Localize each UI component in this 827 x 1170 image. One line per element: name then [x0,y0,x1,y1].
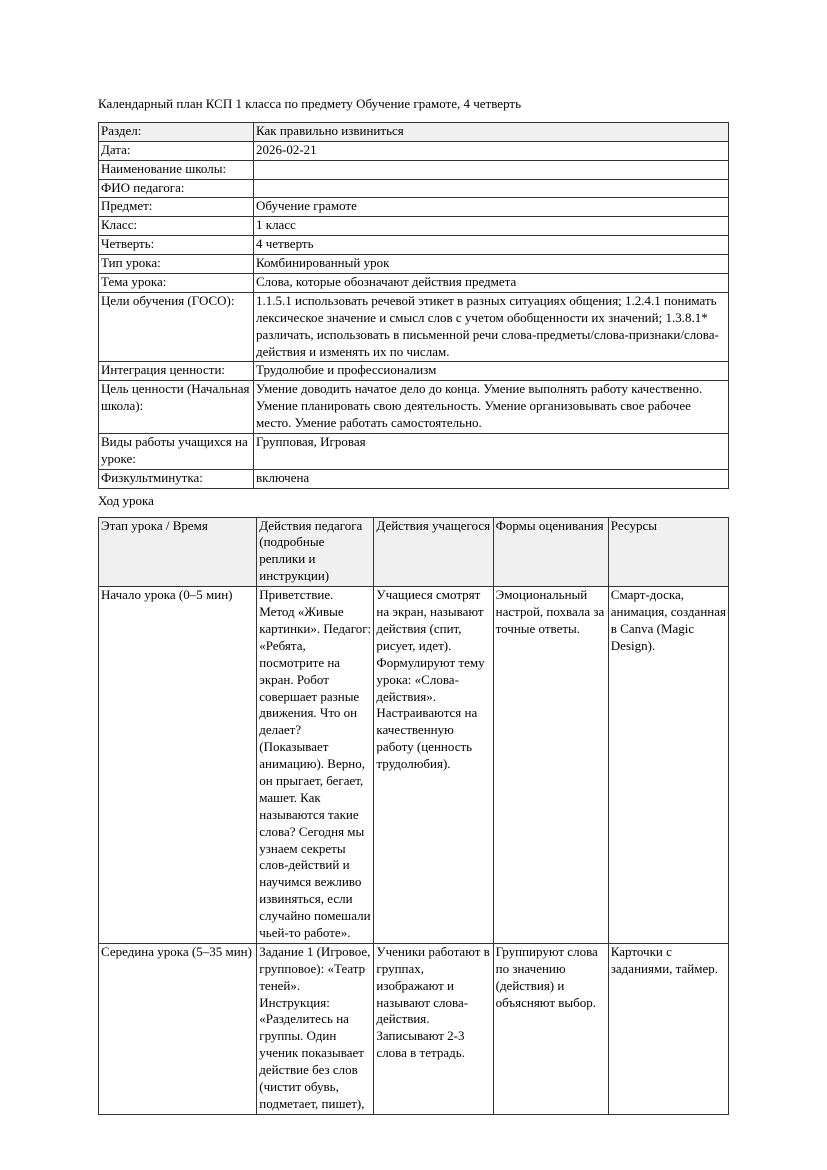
field-label: Цели обучения (ГОСО): [99,292,254,362]
field-label: Дата: [99,141,254,160]
field-label: Тема урока: [99,274,254,293]
field-value: 2026-02-21 [254,141,729,160]
document-content [98,96,729,1115]
field-value: включена [254,469,729,488]
field-label: Тип урока: [99,255,254,274]
field-label: Четверть: [99,236,254,255]
table-row [99,236,729,255]
field-value: Групповая, Игровая [254,434,729,470]
field-value: 1 класс [254,217,729,236]
column-header-resources: Ресурсы [608,517,728,587]
column-header-student-actions: Действия учащегося [374,517,493,587]
cell-resources: Смарт-доска, анимация, созданная в Canva (Magic Design). [608,587,728,944]
table-row [99,943,729,1114]
table-row [99,381,729,434]
table-row [99,217,729,236]
cell-student-actions: Учащиеся смотрят на экран, называют действия (спит, рисует, идет). Формулируют тему урока: «Слова-действия». Настраиваются на качественную работу (ценность трудолюбия). [374,587,493,944]
field-value: Как правильно извиниться [254,122,729,141]
table-row [99,292,729,362]
field-label: Виды работы учащихся на уроке: [99,434,254,470]
cell-resources: Карточки с заданиями, таймер. [608,943,728,1114]
field-value: 1.1.5.1 использовать речевой этикет в разных ситуациях общения; 1.2.4.1 понимать лексическое значение и смысл слов с учетом обобщенности их значений; 1.3.8.1* различать, использовать в письменной речи слова-предметы/слова-признаки/слова-действия и изменять их по числам. [254,292,729,362]
cell-stage: Начало урока (0–5 мин) [99,587,257,944]
lesson-info-table [98,122,729,489]
field-value: Комбинированный урок [254,255,729,274]
lesson-flow-table [98,517,729,1115]
cell-teacher-actions: Приветствие. Метод «Живые картинки». Педагог: «Ребята, посмотрите на экран. Робот совершает разные движения. Что он делает? (Показывает анимацию). Верно, он прыгает, бегает, машет. Как называются такие слова? Сегодня мы узнаем секреты слов-действий и научимся вежливо извиняться, если случайно помешали чьей-то работе». [257,587,374,944]
field-value [254,179,729,198]
field-value: Обучение грамоте [254,198,729,217]
field-label: ФИО педагога: [99,179,254,198]
field-value: Умение доводить начатое дело до конца. Умение выполнять работу качественно. Умение планировать свою деятельность. Умение организовывать свое рабочее место. Умение работать самостоятельно. [254,381,729,434]
table-row [99,198,729,217]
cell-student-actions: Ученики работают в группах, изображают и называют слова-действия. Записывают 2-3 слова в тетрадь. [374,943,493,1114]
cell-assessment: Группируют слова по значению (действия) и объясняют выбор. [493,943,608,1114]
table-row [99,362,729,381]
field-label: Физкультминутка: [99,469,254,488]
table-row [99,179,729,198]
field-value: Слова, которые обозначают действия предмета [254,274,729,293]
table-row [99,160,729,179]
field-label: Класс: [99,217,254,236]
field-label: Предмет: [99,198,254,217]
table-row [99,274,729,293]
field-label: Цель ценности (Начальная школа): [99,381,254,434]
table-row [99,122,729,141]
table-header-row [99,517,729,587]
field-label: Наименование школы: [99,160,254,179]
table-row [99,434,729,470]
cell-teacher-actions: Задание 1 (Игровое, групповое): «Театр теней». Инструкция: «Разделитесь на группы. Один ученик показывает действие без слов (чистит обувь, подметает, пишет), [257,943,374,1114]
table-row [99,255,729,274]
field-label: Раздел: [99,122,254,141]
table-row [99,141,729,160]
column-header-assessment: Формы оценивания [493,517,608,587]
column-header-teacher-actions: Действия педагога (подробные реплики и инструкции) [257,517,374,587]
field-value [254,160,729,179]
field-value: Трудолюбие и профессионализм [254,362,729,381]
cell-assessment: Эмоциональный настрой, похвала за точные ответы. [493,587,608,944]
table-row [99,469,729,488]
field-label: Интеграция ценности: [99,362,254,381]
cell-stage: Середина урока (5–35 мин) [99,943,257,1114]
field-value: 4 четверть [254,236,729,255]
section-heading: Ход урока [98,492,154,508]
column-header-stage: Этап урока / Время [99,517,257,587]
table-row [99,587,729,944]
document-title: Календарный план КСП 1 класса по предмету Обучение грамоте, 4 четверть [98,96,522,111]
